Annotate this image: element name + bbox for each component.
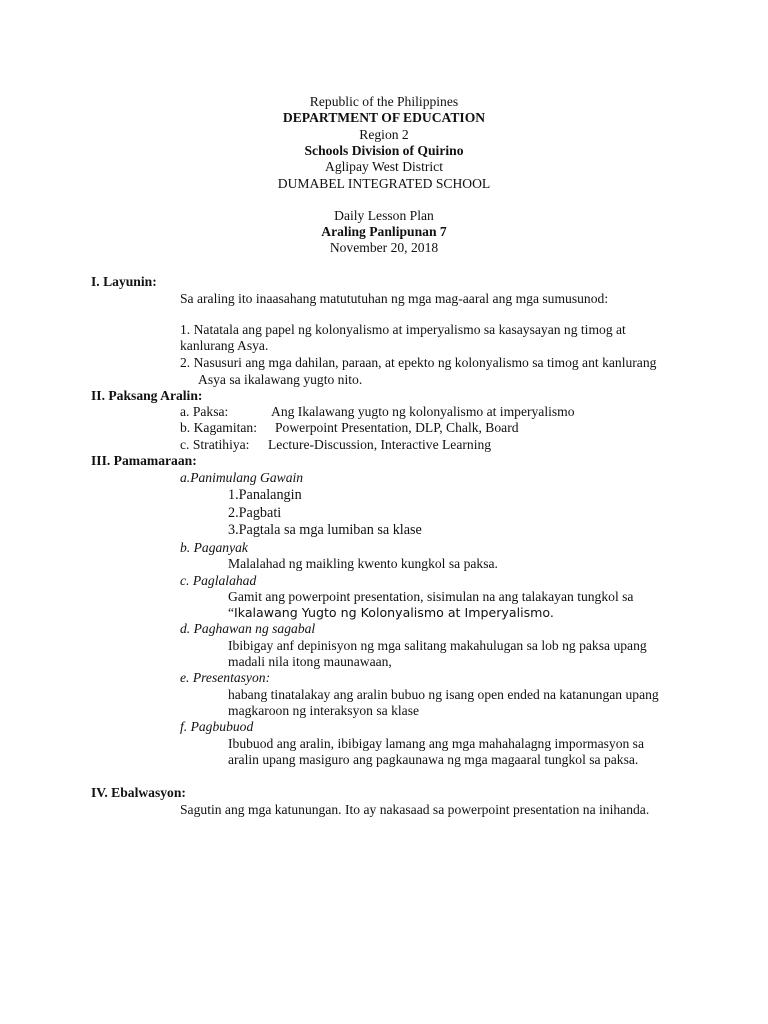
presentasyon-text-line-1: habang tinatalakay ang aralin bubuo ng isang open ended na katanungan upang xyxy=(228,687,659,702)
layunin-heading: I. Layunin: xyxy=(91,274,157,289)
subject-line: Araling Panlipunan 7 xyxy=(321,224,447,239)
paganyak-title: b. Paganyak xyxy=(180,540,248,555)
panimulang-step: 1.Panalangin xyxy=(228,487,302,503)
region-line: Region 2 xyxy=(359,127,409,142)
department-line: DEPARTMENT OF EDUCATION xyxy=(282,110,486,125)
paksa-value: Ang Ikalawang yugto ng kolonyalismo at imperyalismo xyxy=(271,404,575,419)
layunin-intro: Sa araling ito inaasahang matututuhan ng mga mag-aaral ang mga sumusunod: xyxy=(180,291,609,306)
paglalahad-text-line-2 xyxy=(228,606,554,620)
presentasyon-text-line-2: magkaroon ng interaksyon sa klase xyxy=(228,703,420,718)
district-line: Aglipay West District xyxy=(325,159,443,174)
paghawan-text-line-2: madali nila itong maunawaan, xyxy=(228,654,392,669)
objective-2-line-2: Asya sa ikalawang yugto nito. xyxy=(198,372,363,387)
doc-type-line: Daily Lesson Plan xyxy=(334,208,434,223)
paghawan-text-line-1: Ibibigay anf depinisyon ng mga salitang makahulugan sa lob ng paksa upang xyxy=(228,638,647,653)
paganyak-text: Malalahad ng maikling kwento kungkol sa paksa. xyxy=(228,556,498,571)
republic-line: Republic of the Philippines xyxy=(309,94,459,109)
paglalahad-text-line-1: Gamit ang powerpoint presentation, sisimulan na ang talakayan tungkol sa xyxy=(228,589,634,604)
pagbubuod-text-line-2: aralin upang masiguro ang pagkaunawa ng mga magaaral tungkol sa paksa. xyxy=(228,752,639,767)
objective-1-line-2: kanlurang Asya. xyxy=(180,338,269,353)
presentasyon-title: e. Presentasyon: xyxy=(180,670,271,685)
paksang-aralin-heading: II. Paksang Aralin: xyxy=(91,388,203,403)
ebalwasyon-text: Sagutin ang mga katunungan. Ito ay nakasaad sa powerpoint presentation na inihanda. xyxy=(180,802,650,817)
pagbubuod-title: f. Pagbubuod xyxy=(180,719,254,734)
stratihiya-label: c. Stratihiya: xyxy=(180,437,250,452)
panimulang-step: 3.Pagtala sa mga lumiban sa klase xyxy=(228,522,422,538)
kagamitan-label: b. Kagamitan: xyxy=(180,420,258,435)
paglalahad-title: c. Paglalahad xyxy=(180,573,257,588)
panimulang-gawain-title: a.Panimulang Gawain xyxy=(180,470,304,485)
division-line: Schools Division of Quirino xyxy=(304,143,464,158)
pamamaraan-heading: III. Pamamaraan: xyxy=(91,453,197,468)
kagamitan-value: Powerpoint Presentation, DLP, Chalk, Board xyxy=(275,420,519,435)
paghawan-title: d. Paghawan ng sagabal xyxy=(180,621,316,636)
paksa-label: a. Paksa: xyxy=(180,404,229,419)
ebalwasyon-heading: IV. Ebalwasyon: xyxy=(91,785,186,800)
panimulang-step: 2.Pagbati xyxy=(228,505,282,521)
school-line: DUMABEL INTEGRATED SCHOOL xyxy=(277,176,491,191)
opening-quote: “ xyxy=(228,605,235,620)
stratihiya-value: Lecture-Discussion, Interactive Learning xyxy=(268,437,492,452)
objective-2-line-1: 2. Nasusuri ang mga dahilan, paraan, at epekto ng kolonyalismo sa timog ant kanlurang xyxy=(180,355,657,370)
pagbubuod-text-line-1: Ibubuod ang aralin, ibibigay lamang ang mga mahahalagng impormasyon sa xyxy=(228,736,645,751)
lesson-title-quote: Ikalawang Yugto ng Kolonyalismo at Imperyalismo. xyxy=(234,605,554,620)
date-line: November 20, 2018 xyxy=(329,240,439,255)
objective-1-line-1: 1. Natatala ang papel ng kolonyalismo at imperyalismo sa kasaysayan ng timog at xyxy=(180,322,626,337)
